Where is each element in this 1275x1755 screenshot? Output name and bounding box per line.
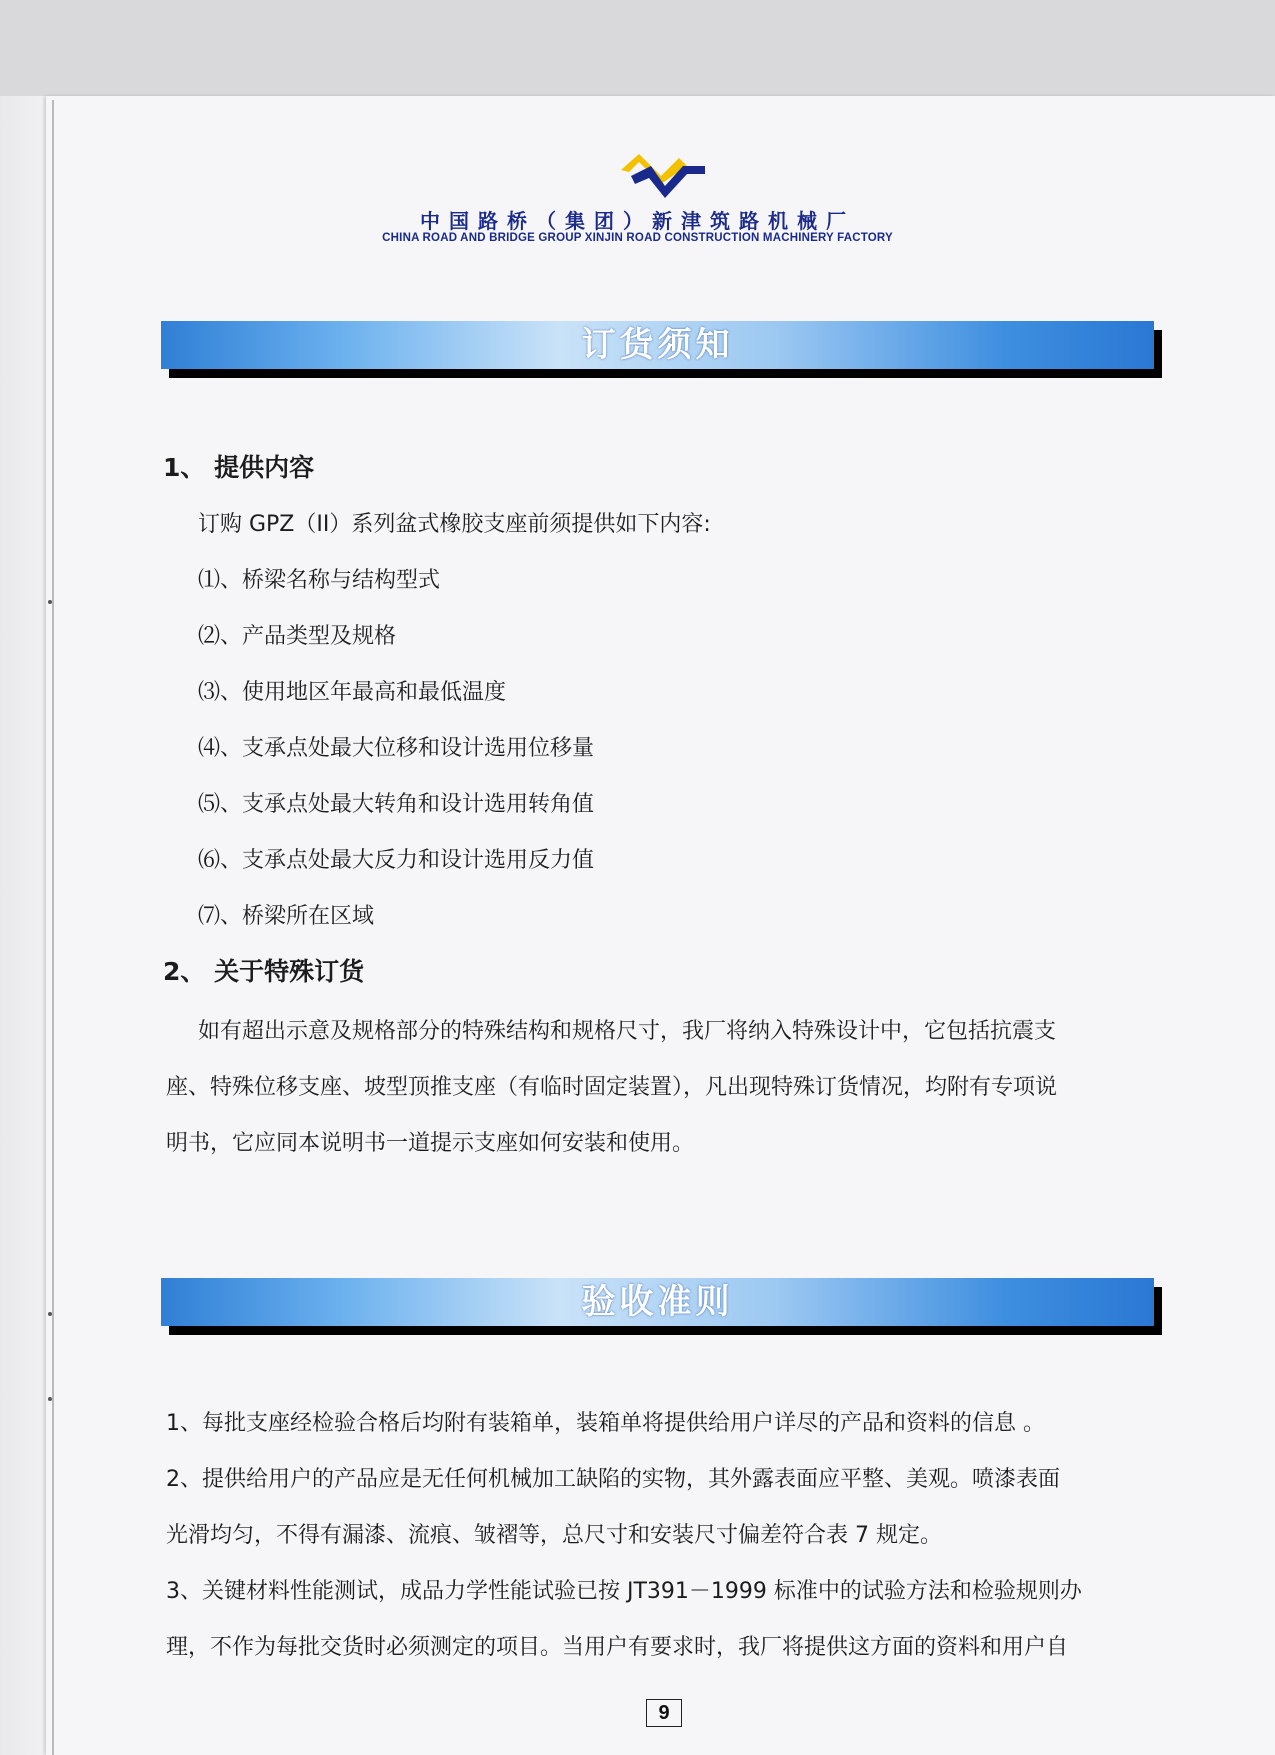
binding-mark bbox=[48, 600, 52, 604]
intro-text: 订购 GPZ（II）系列盆式橡胶支座前须提供如下内容: bbox=[198, 512, 711, 537]
paragraph-line: 2、提供给用户的产品应是无任何机械加工缺陷的实物，其外露表面应平整、美观。喷漆表面 bbox=[166, 1467, 1061, 1492]
binding-mark bbox=[48, 1312, 52, 1316]
list-item: ⑶、使用地区年最高和最低温度 bbox=[198, 680, 507, 705]
list-item: ⑺、桥梁所在区域 bbox=[198, 904, 375, 929]
company-name-cn: 中国路桥（集团）新津筑路机械厂 bbox=[420, 209, 855, 233]
company-logo-icon bbox=[621, 148, 711, 202]
paragraph-line: 明书，它应同本说明书一道提示支座如何安装和使用。 bbox=[166, 1131, 695, 1156]
paragraph-line: 1、每批支座经检验合格后均附有装箱单，装箱单将提供给用户详尽的产品和资料的信息 。 bbox=[166, 1411, 1045, 1436]
section-title: 订货须知 bbox=[581, 325, 734, 365]
paragraph-line: 光滑均匀，不得有漏漆、流痕、皱褶等，总尺寸和安装尺寸偏差符合表 7 规定。 bbox=[166, 1523, 942, 1548]
paragraph-line: 如有超出示意及规格部分的特殊结构和规格尺寸，我厂将纳入特殊设计中，它包括抗震支 bbox=[198, 1019, 1057, 1044]
list-item: ⑴、桥梁名称与结构型式 bbox=[198, 568, 441, 593]
heading-provide-content: 1、 提供内容 bbox=[163, 453, 315, 482]
list-item: ⑷、支承点处最大位移和设计选用位移量 bbox=[198, 736, 595, 761]
paragraph-line: 理，不作为每批交货时必须测定的项目。当用户有要求时，我厂将提供这方面的资料和用户自 bbox=[166, 1635, 1069, 1660]
list-item: ⑵、产品类型及规格 bbox=[198, 624, 397, 649]
heading-special-order: 2、 关于特殊订货 bbox=[163, 957, 365, 986]
list-item: ⑹、支承点处最大反力和设计选用反力值 bbox=[198, 848, 595, 873]
section-banner-ordering bbox=[161, 321, 1154, 369]
paragraph-line: 3、关键材料性能测试，成品力学性能试验已按 JT391－1999 标准中的试验方法和检验规则办 bbox=[166, 1579, 1082, 1604]
company-name-en: CHINA ROAD AND BRIDGE GROUP XINJIN ROAD CONSTRUCTION MACHINERY FACTORY bbox=[382, 232, 893, 244]
section-title: 验收准则 bbox=[581, 1282, 734, 1322]
binding-strip bbox=[0, 96, 46, 1755]
binding-mark bbox=[48, 1397, 52, 1401]
paragraph-line: 座、特殊位移支座、坡型顶推支座（有临时固定装置），凡出现特殊订货情况，均附有专项说 bbox=[166, 1075, 1058, 1100]
list-item: ⑸、支承点处最大转角和设计选用转角值 bbox=[198, 792, 595, 817]
section-banner-acceptance bbox=[161, 1278, 1154, 1326]
page-number: 9 bbox=[646, 1699, 682, 1727]
page-edge bbox=[52, 100, 54, 1755]
